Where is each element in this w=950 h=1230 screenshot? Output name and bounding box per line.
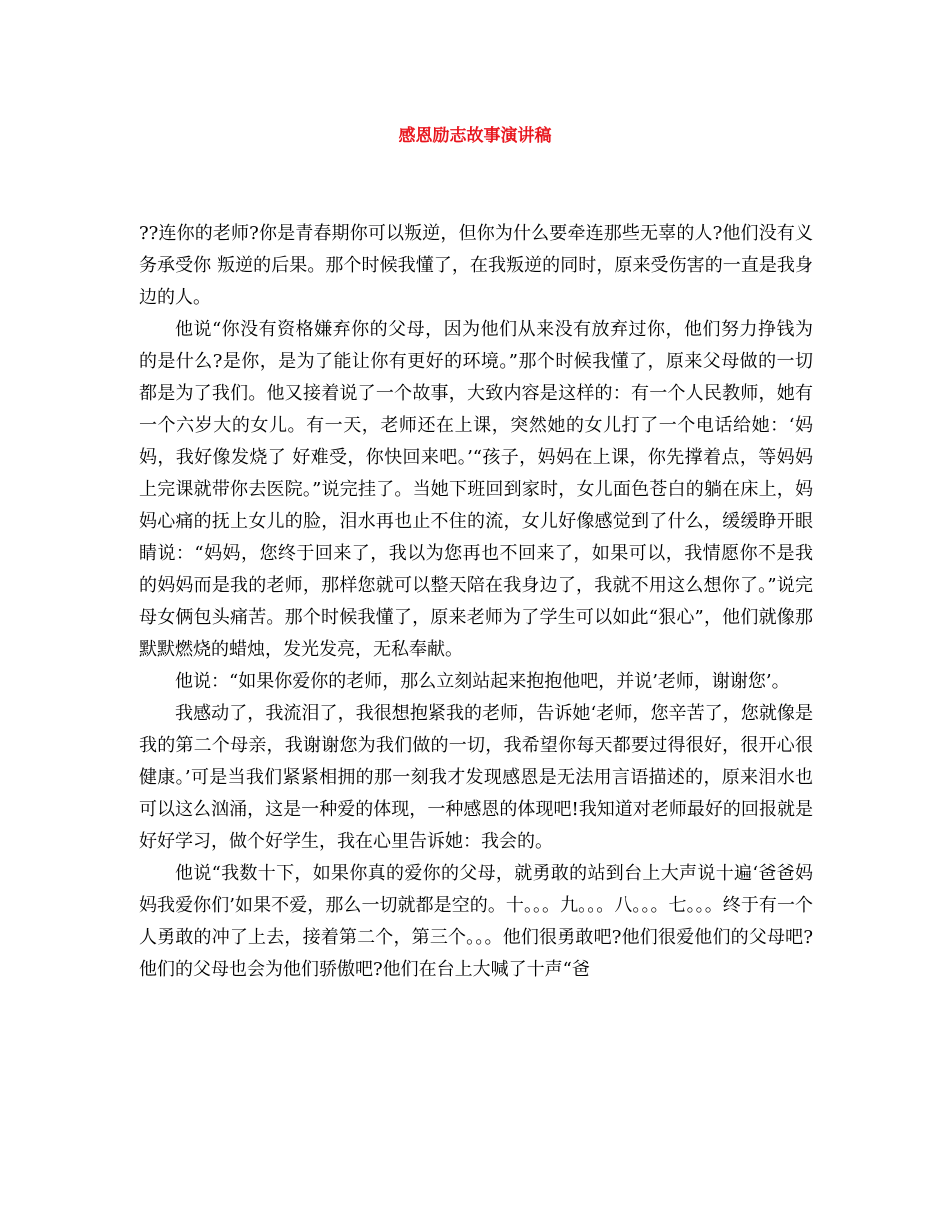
paragraph-1: ??连你的老师?你是青春期你可以叛逆，但你为什么要牵连那些无辜的人?他们没有义务承受你 叛逆的后果。那个时候我懂了，在我叛逆的同时，原来受伤害的一直是我身边的人。 <box>139 223 813 308</box>
paragraph-2: 他说“你没有资格嫌弃你的父母，因为他们从来没有放弃过你，他们努力挣钱为的是什么?是你，是为了能让你有更好的环境。”那个时候我懂了，原来父母做的一切都是为了我们。他又接着说了一个故事，大致内容是这样的：有一个人民教师，她有一个六岁大的女儿。有一天，老师还在上课，突然她的女儿打了一个电话给她：‘妈妈，我好像发烧了 好难受，你快回来吧。’“孩子，妈妈在上课，你先撑着点，等妈妈上完课就带你去医院。”说完挂了。当她下班回到家时，女儿面色苍白的躺在床上，妈妈心痛的抚上女儿的脸，泪水再也止不住的流，女儿好像感觉到了什么，缓缓睁开眼睛说：“妈妈，您终于回来了，我以为您再也不回来了，如果可以，我情愿你不是我的妈妈而是我的老师，那样您就可以整天陪在我身边了，我就不用这么想你了。”说完母女俩包头痛苦。那个时候我懂了，原来老师为了学生可以如此“狠心”，他们就像那默默燃烧的蜡烛，发光发亮，无私奉献。 <box>139 319 813 660</box>
paragraph-5: 他说“我数十下，如果你真的爱你的父母，就勇敢的站到台上大声说十遍‘爸爸妈妈我爱你们’如果不爱，那么一切就都是空的。十。。。九。。。八。。。七。。。终于有一个人勇敢的冲了上去，接着第二个，第三个。。。他们很勇敢吧?他们很爱他们的父母吧?他们的父母也会为他们骄傲吧?他们在台上大喊了十声“爸 <box>139 863 813 980</box>
document-title: 感恩励志故事演讲稿 <box>398 126 552 146</box>
paragraph-4: 我感动了，我流泪了，我很想抱紧我的老师，告诉她‘老师，您辛苦了，您就像是我的第二个母亲，我谢谢您为我们做的一切，我希望你每天都要过得很好，很开心很健康。’可是当我们紧紧相拥的那一刻我才发现感恩是无法用言语描述的，原来泪水也可以这么汹涌，这是一种爱的体现，一种感恩的体现吧!我知道对老师最好的回报就是好好学习，做个好学生，我在心里告诉她：我会的。 <box>139 703 813 852</box>
document-body <box>139 218 813 986</box>
paragraph-3: 他说：“如果你爱你的老师，那么立刻站起来抱抱他吧，并说’老师，谢谢您’。 <box>175 671 790 692</box>
